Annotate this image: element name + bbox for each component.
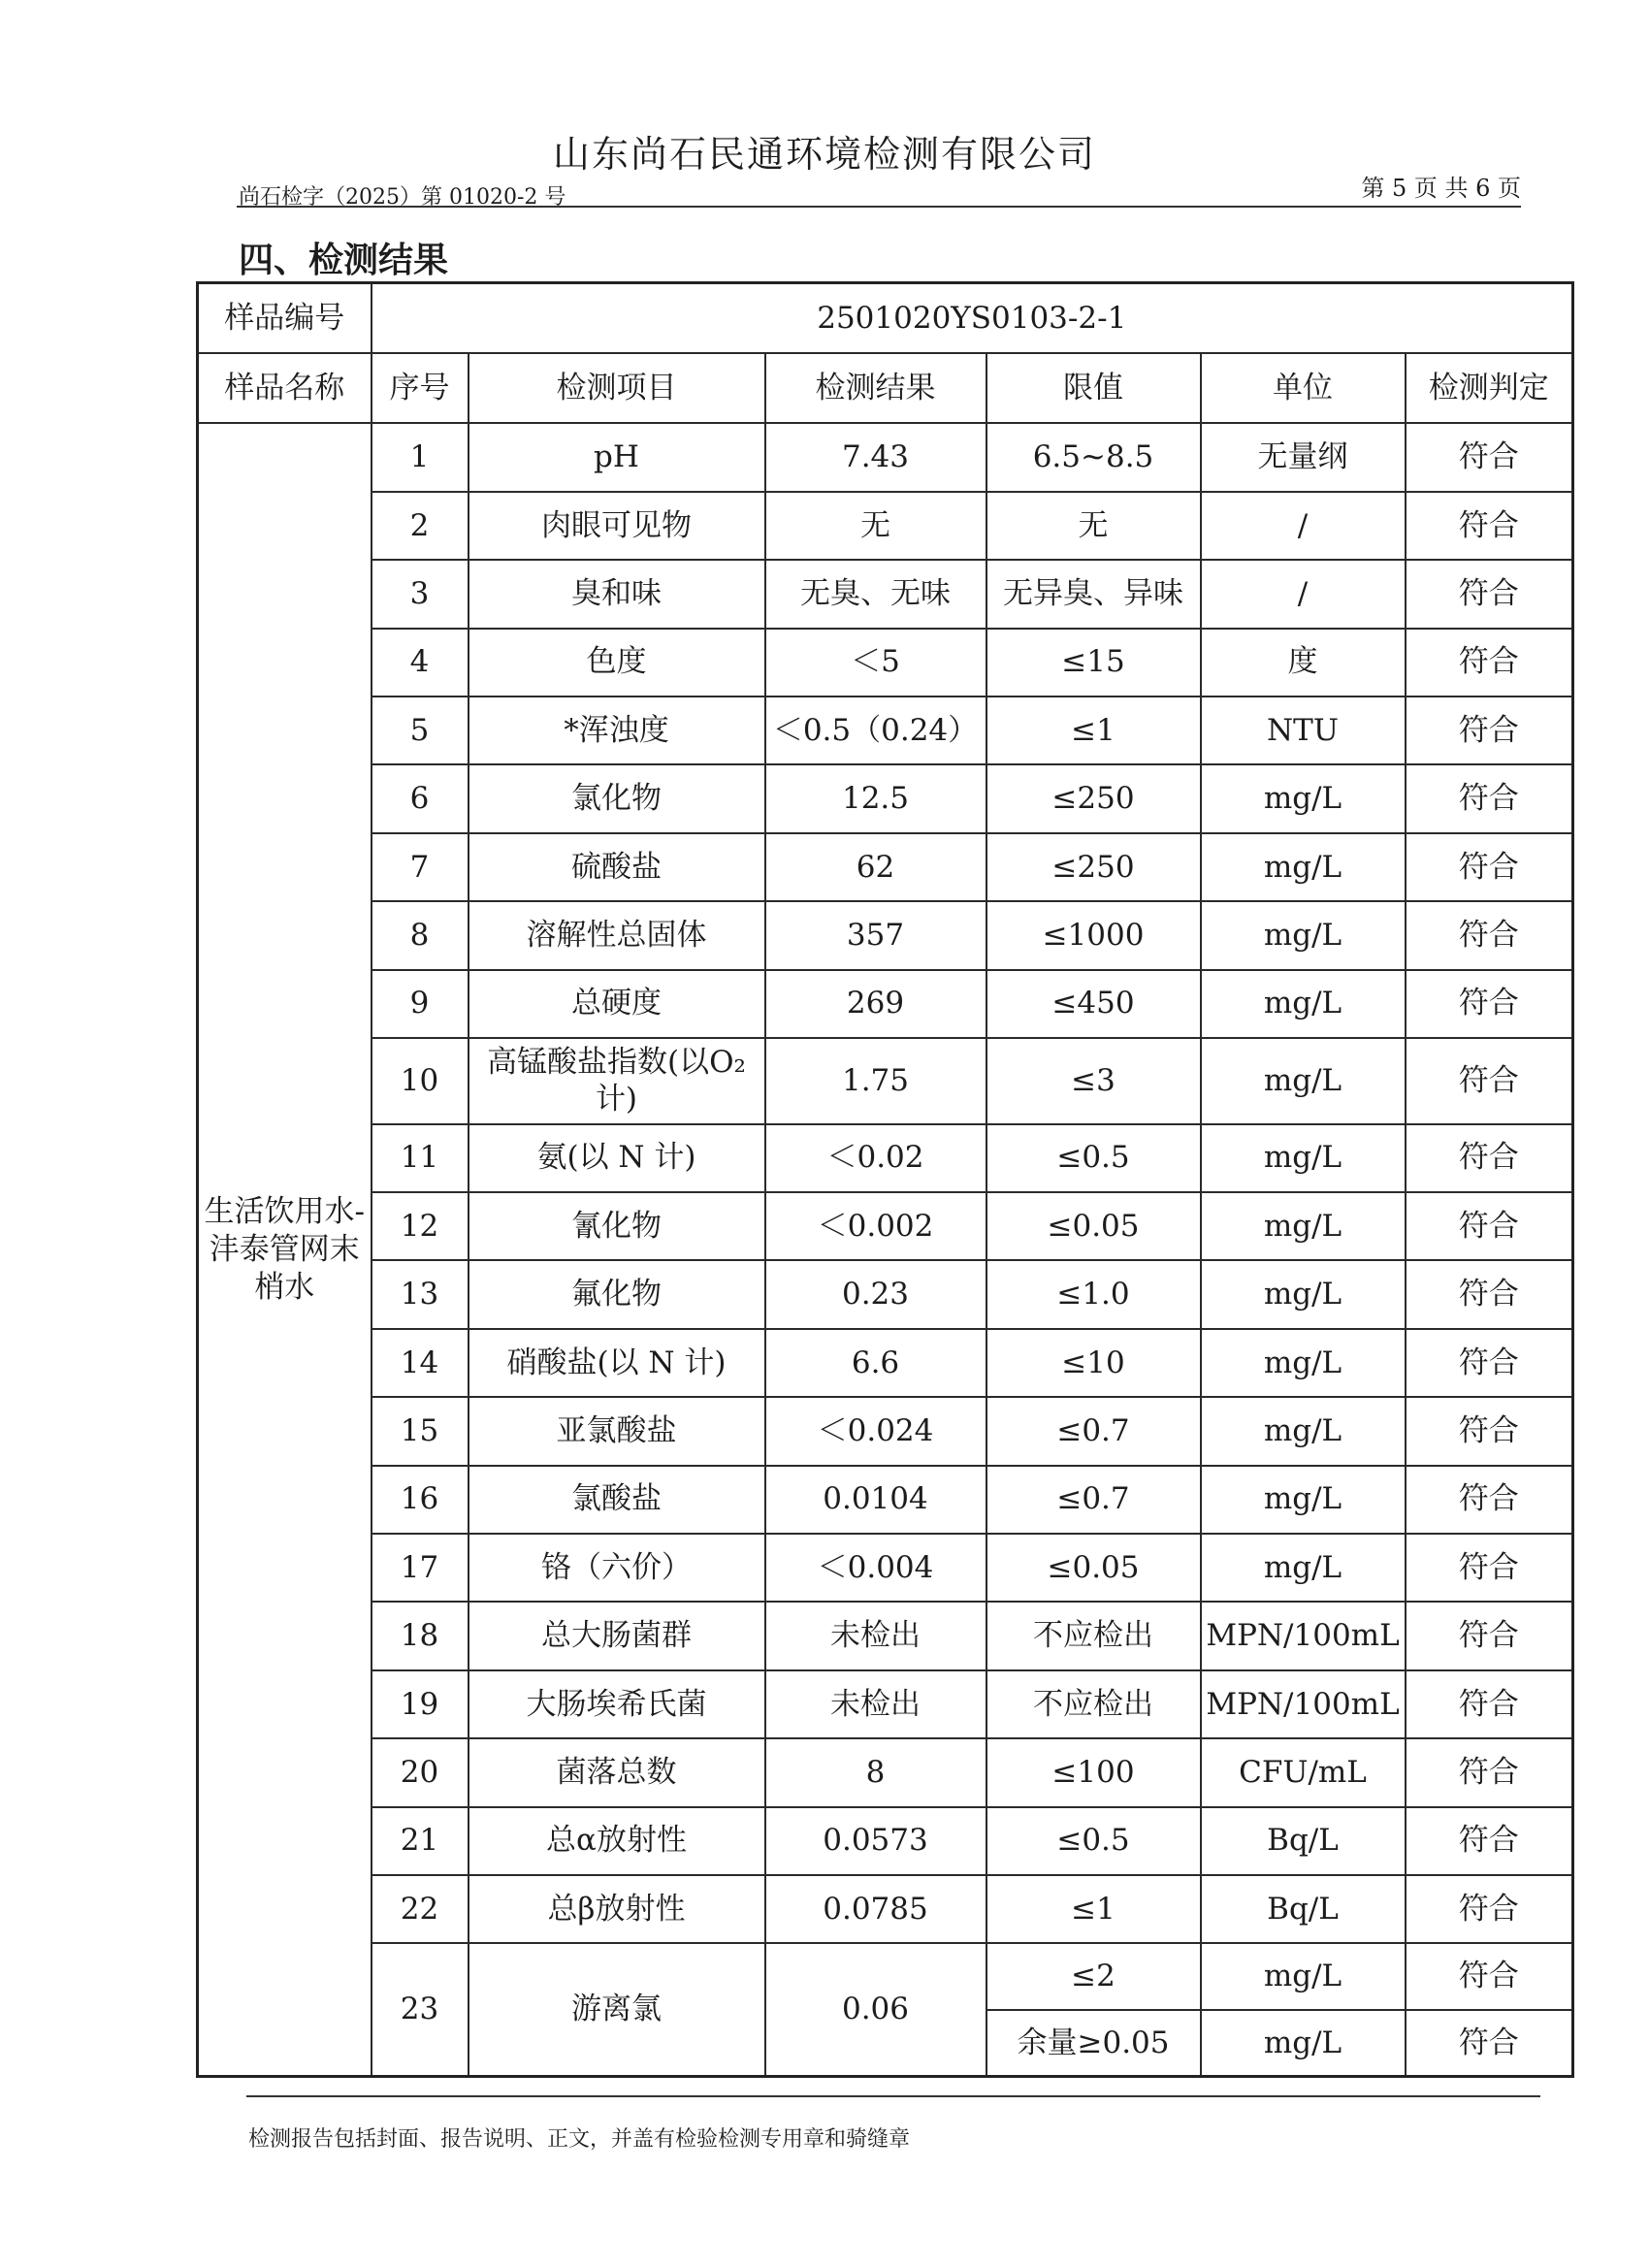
section-title: 四、检测结果 [239,241,449,280]
unit: Bq/L [1201,1875,1406,1943]
limit-value: 不应检出 [986,1670,1201,1738]
table-row [198,1807,1573,1875]
verdict: 符合 [1406,560,1573,628]
test-item: 总β放射性 [469,1875,765,1943]
unit: mg/L [1201,1329,1406,1397]
verdict: 符合 [1406,1807,1573,1875]
column-header: 样品名称 [198,353,372,423]
test-result: 62 [765,833,986,901]
unit: mg/L [1201,1192,1406,1260]
unit: mg/L [1201,1260,1406,1328]
row-number: 6 [372,764,469,832]
row-number: 4 [372,629,469,697]
test-result: 0.0104 [765,1466,986,1534]
unit: mg/L [1201,1534,1406,1602]
test-item: pH [469,423,765,491]
row-number: 12 [372,1192,469,1260]
footer-divider [246,2095,1540,2097]
table-row [198,697,1573,764]
unit: mg/L [1201,970,1406,1038]
unit: MPN/100mL [1201,1670,1406,1738]
verdict: 符合 [1406,492,1573,560]
limit-value: 6.5~8.5 [986,423,1201,491]
table-row [198,970,1573,1038]
column-header: 检测判定 [1406,353,1573,423]
verdict: 符合 [1406,1038,1573,1124]
test-item: 硝酸盐(以 N 计) [469,1329,765,1397]
test-result: ＜0.002 [765,1192,986,1260]
row-number: 3 [372,560,469,628]
verdict: 符合 [1406,1329,1573,1397]
limit-value: ≤0.5 [986,1807,1201,1875]
limit-value: ≤0.05 [986,1192,1201,1260]
verdict: 符合 [1406,697,1573,764]
unit: MPN/100mL [1201,1602,1406,1669]
unit: / [1201,492,1406,560]
limit-value: ≤100 [986,1738,1201,1806]
unit: / [1201,560,1406,628]
row-number: 14 [372,1329,469,1397]
row-number: 22 [372,1875,469,1943]
table-row [198,560,1573,628]
row-number: 7 [372,833,469,901]
test-result: 269 [765,970,986,1038]
test-result: ＜5 [765,629,986,697]
test-item: 氨(以 N 计) [469,1124,765,1192]
test-result: ＜0.024 [765,1397,986,1465]
test-item: 臭和味 [469,560,765,628]
verdict: 符合 [1406,1397,1573,1465]
column-header: 限值 [986,353,1201,423]
row-number: 23 [372,1943,469,2076]
test-item: 大肠埃希氏菌 [469,1670,765,1738]
test-result: 6.6 [765,1329,986,1397]
limit-value: ≤15 [986,629,1201,697]
unit: mg/L [1201,1397,1406,1465]
test-result: 未检出 [765,1670,986,1738]
row-number: 19 [372,1670,469,1738]
results-table [196,281,1574,2078]
unit: mg/L [1201,833,1406,901]
sample-number-label: 样品编号 [198,283,372,353]
verdict: 符合 [1406,1670,1573,1738]
verdict: 符合 [1406,1943,1573,2009]
unit: 度 [1201,629,1406,697]
test-item: 氟化物 [469,1260,765,1328]
table-row [198,1943,1573,2009]
test-item: 肉眼可见物 [469,492,765,560]
test-result: ＜0.5（0.24） [765,697,986,764]
unit: mg/L [1201,901,1406,969]
test-item: 氯化物 [469,764,765,832]
table-row [198,833,1573,901]
unit: mg/L [1201,1943,1406,2009]
unit: mg/L [1201,2010,1406,2077]
test-result: 0.0573 [765,1807,986,1875]
test-item: 铬（六价） [469,1534,765,1602]
row-number: 2 [372,492,469,560]
row-number: 13 [372,1260,469,1328]
verdict: 符合 [1406,901,1573,969]
limit-value: 无 [986,492,1201,560]
row-number: 5 [372,697,469,764]
limit-value: ≤1.0 [986,1260,1201,1328]
table-row [198,1038,1573,1124]
test-item: 总大肠菌群 [469,1602,765,1669]
verdict: 符合 [1406,629,1573,697]
unit: CFU/mL [1201,1738,1406,1806]
row-number: 20 [372,1738,469,1806]
test-result: 357 [765,901,986,969]
row-number: 18 [372,1602,469,1669]
verdict: 符合 [1406,2010,1573,2077]
test-result: 12.5 [765,764,986,832]
test-item: 硫酸盐 [469,833,765,901]
column-header: 检测项目 [469,353,765,423]
test-item: 菌落总数 [469,1738,765,1806]
limit-value: 余量≥0.05 [986,2010,1201,2077]
header-divider [237,206,1521,208]
row-number: 15 [372,1397,469,1465]
test-result: 8 [765,1738,986,1806]
test-result: 未检出 [765,1602,986,1669]
limit-value: ≤0.7 [986,1397,1201,1465]
column-header: 序号 [372,353,469,423]
column-header: 检测结果 [765,353,986,423]
verdict: 符合 [1406,1260,1573,1328]
verdict: 符合 [1406,1534,1573,1602]
limit-value: ≤10 [986,1329,1201,1397]
row-number: 9 [372,970,469,1038]
sample-number-row [198,283,1573,353]
test-result: 1.75 [765,1038,986,1124]
row-number: 11 [372,1124,469,1192]
row-number: 10 [372,1038,469,1124]
unit: mg/L [1201,1124,1406,1192]
limit-value: 不应检出 [986,1602,1201,1669]
verdict: 符合 [1406,423,1573,491]
row-number: 16 [372,1466,469,1534]
footer-note: 检测报告包括封面、报告说明、正文，并盖有检验检测专用章和骑缝章 [248,2127,911,2152]
table-row [198,764,1573,832]
table-row [198,1124,1573,1192]
table-row [198,1875,1573,1943]
table-row [198,423,1573,491]
row-number: 1 [372,423,469,491]
test-result: 0.0785 [765,1875,986,1943]
limit-value: ≤250 [986,833,1201,901]
verdict: 符合 [1406,1875,1573,1943]
table-row [198,1466,1573,1534]
sample-name: 生活饮用水-沣泰管网末梢水 [198,423,372,2076]
column-header: 单位 [1201,353,1406,423]
row-number: 21 [372,1807,469,1875]
verdict: 符合 [1406,764,1573,832]
table-row [198,1738,1573,1806]
document-number: 尚石检字（2025）第 01020-2 号 [239,185,566,210]
page-info: 第 5 页 共 6 页 [1361,175,1521,202]
verdict: 符合 [1406,1192,1573,1260]
verdict: 符合 [1406,1466,1573,1534]
test-item: 溶解性总固体 [469,901,765,969]
row-number: 8 [372,901,469,969]
table-row [198,1329,1573,1397]
limit-value: 无异臭、异味 [986,560,1201,628]
table-row [198,1397,1573,1465]
test-item: 高锰酸盐指数(以O₂计) [469,1038,765,1124]
test-item: 氰化物 [469,1192,765,1260]
unit: Bq/L [1201,1807,1406,1875]
company-name: 山东尚石民通环境检测有限公司 [552,133,1096,176]
test-result: ＜0.02 [765,1124,986,1192]
table-row [198,1670,1573,1738]
table-row [198,1602,1573,1669]
limit-value: ≤1 [986,1875,1201,1943]
unit: NTU [1201,697,1406,764]
test-item: 游离氯 [469,1943,765,2076]
verdict: 符合 [1406,1738,1573,1806]
verdict: 符合 [1406,970,1573,1038]
test-item: 总α放射性 [469,1807,765,1875]
test-item: 亚氯酸盐 [469,1397,765,1465]
column-header-row [198,353,1573,423]
table-row [198,629,1573,697]
limit-value: ≤0.7 [986,1466,1201,1534]
test-item: 总硬度 [469,970,765,1038]
test-result: ＜0.004 [765,1534,986,1602]
test-item: 氯酸盐 [469,1466,765,1534]
table-row [198,901,1573,969]
test-item: *浑浊度 [469,697,765,764]
table-row [198,1260,1573,1328]
limit-value: ≤0.05 [986,1534,1201,1602]
unit: mg/L [1201,764,1406,832]
test-result: 无臭、无味 [765,560,986,628]
limit-value: ≤1000 [986,901,1201,969]
test-result: 7.43 [765,423,986,491]
row-number: 17 [372,1534,469,1602]
test-item: 色度 [469,629,765,697]
sample-number-value: 2501020YS0103-2-1 [372,283,1573,353]
limit-value: ≤250 [986,764,1201,832]
test-result: 0.23 [765,1260,986,1328]
table-row [198,1192,1573,1260]
table-row [198,1534,1573,1602]
table-row [198,492,1573,560]
limit-value: ≤1 [986,697,1201,764]
test-result: 0.06 [765,1943,986,2076]
limit-value: ≤2 [986,1943,1201,2009]
unit: mg/L [1201,1038,1406,1124]
verdict: 符合 [1406,833,1573,901]
verdict: 符合 [1406,1124,1573,1192]
unit: mg/L [1201,1466,1406,1534]
limit-value: ≤3 [986,1038,1201,1124]
test-result: 无 [765,492,986,560]
limit-value: ≤450 [986,970,1201,1038]
limit-value: ≤0.5 [986,1124,1201,1192]
verdict: 符合 [1406,1602,1573,1669]
unit: 无量纲 [1201,423,1406,491]
